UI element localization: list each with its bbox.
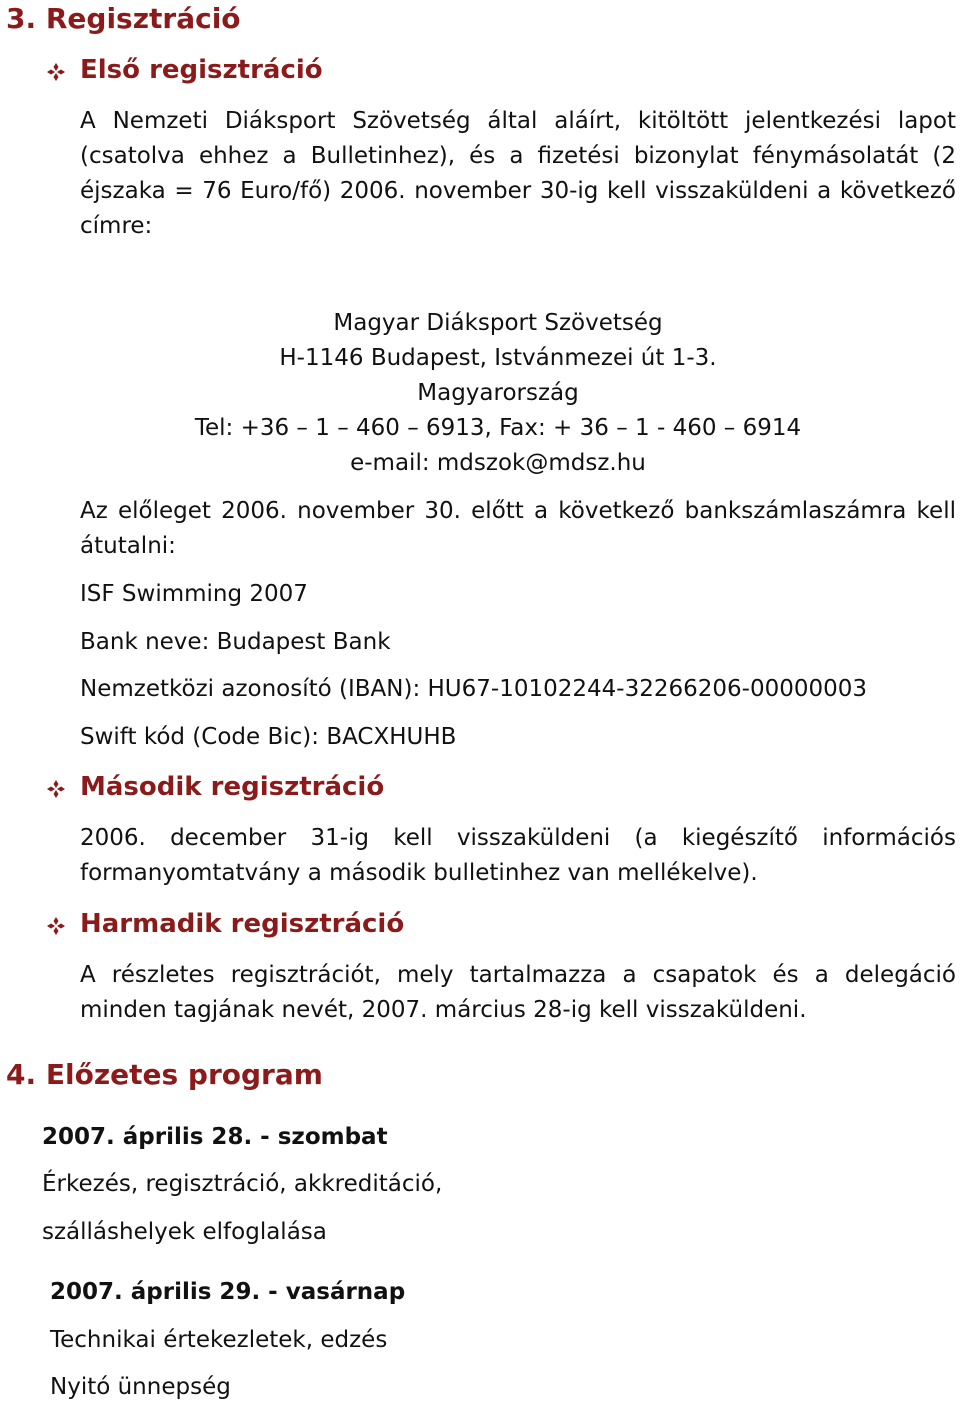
address-street: H-1146 Budapest, Istvánmezei út 1-3. <box>279 345 717 371</box>
diamond-bullet-icon <box>46 62 66 82</box>
third-registration-text: A részletes regisztrációt, mely tartalmazza a csapatok és a delegáció minden tagjának nevét, 2007. március 28-ig kell visszaküldeni. <box>80 962 956 1023</box>
first-registration-heading: Első regisztráció <box>80 55 323 85</box>
day-2-item: Technikai értekezletek, edzés <box>50 1327 388 1353</box>
swift-code: Swift kód (Code Bic): BACXHUHB <box>80 724 457 750</box>
iban: Nemzetközi azonosító (IBAN): HU67-10102244-32266206-00000003 <box>80 676 868 702</box>
address-email: e-mail: mdszok@mdsz.hu <box>350 450 646 476</box>
address-phone: Tel: +36 – 1 – 460 – 6913, Fax: + 36 – 1 - 460 – 6914 <box>194 415 802 441</box>
day-2-date: 2007. április 29. - vasárnap <box>50 1279 406 1305</box>
first-registration-intro: A Nemzeti Diáksport Szövetség által aláírt, kitöltött jelentkezési lapot (csatolva ehhez a Bulletinhez), és a fizetési bizonylat fénymásolatát (2 éjszaka = 76 Euro/fő) 2006. november 30-ig kell visszaküldeni a következő címre: <box>80 108 956 239</box>
account-name: ISF Swimming 2007 <box>80 581 308 607</box>
address-block <box>80 306 916 481</box>
day-1-item: szálláshelyek elfoglalása <box>42 1219 327 1245</box>
diamond-bullet-icon <box>46 916 66 936</box>
section-4-title: 4. Előzetes program <box>6 1058 323 1091</box>
address-org: Magyar Diáksport Szövetség <box>333 310 663 336</box>
transfer-text: Az előleget 2006. november 30. előtt a következő bankszámlaszámra kell átutalni: <box>80 498 956 559</box>
section-3-title: 3. Regisztráció <box>6 2 241 35</box>
day-1-item: Érkezés, regisztráció, akkreditáció, <box>42 1171 443 1197</box>
day-1-date: 2007. április 28. - szombat <box>42 1124 388 1150</box>
bank-name: Bank neve: Budapest Bank <box>80 629 391 655</box>
second-registration-text: 2006. december 31-ig kell visszaküldeni (a kiegészítő információs formanyomtatvány a második bulletinhez van mellékelve). <box>80 825 956 886</box>
day-2-item: Nyitó ünnepség <box>50 1374 231 1400</box>
address-country: Magyarország <box>417 380 579 406</box>
third-registration-heading: Harmadik regisztráció <box>80 909 405 939</box>
diamond-bullet-icon <box>46 779 66 799</box>
second-registration-heading: Második regisztráció <box>80 772 385 802</box>
